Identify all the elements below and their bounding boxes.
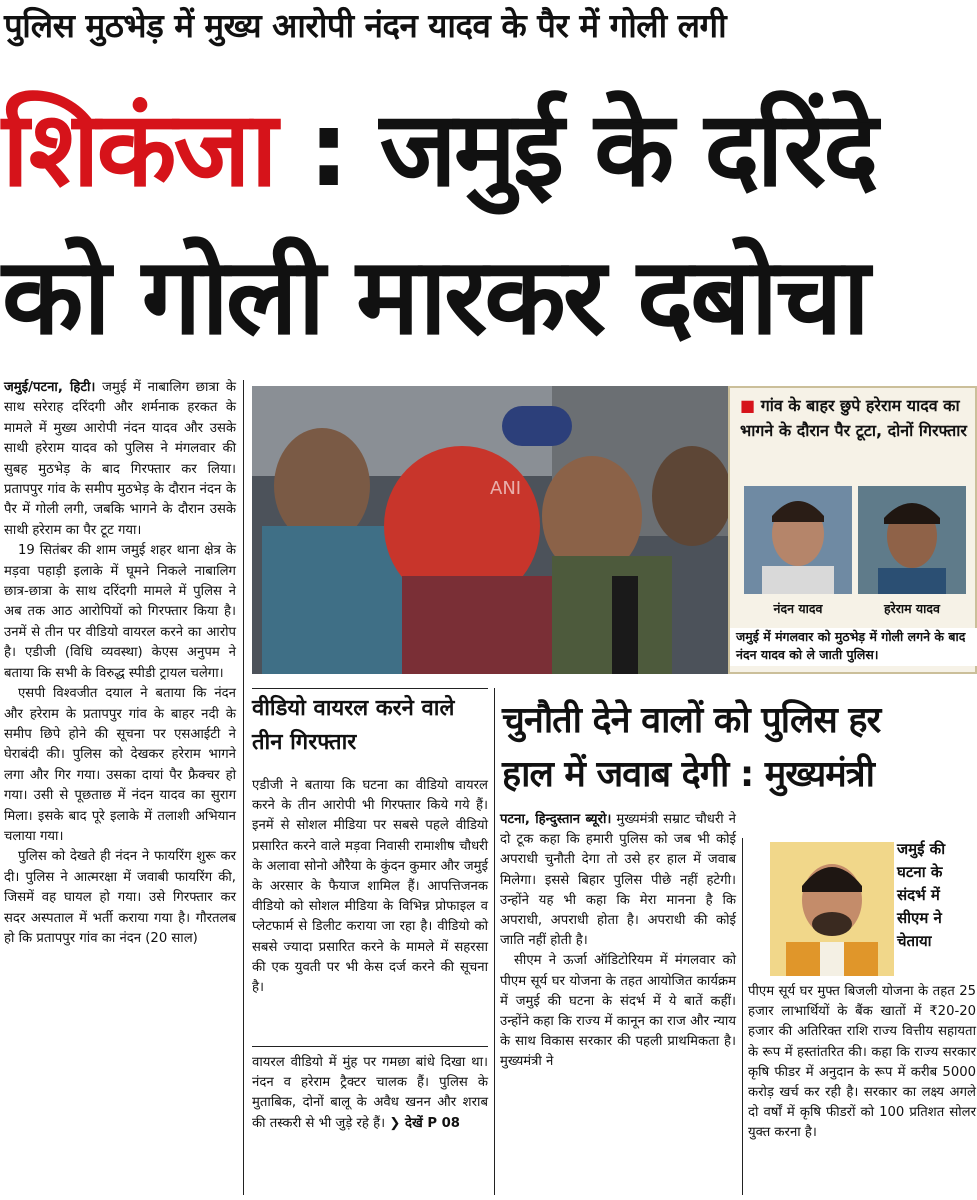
main-dateline: जमुई/पटना, हिटी। <box>4 380 96 395</box>
cm-para-2: सीएम ने ऊर्जा ऑडिटोरियम में मंगलवार को पीएम सूर्य घर योजना के तहत आयोजित कार्यक्रम में जमुई की घटना के संदर्भ में ये बातें कहीं। उन्होंने कहा कि राज्य में कानून का राज और न्याय के साथ विकास सरकार की पहली प्राथमिकता है। मुख्यमंत्री ने <box>500 953 736 1070</box>
cm-dateline: पटना, हिन्दुस्तान ब्यूरो। <box>500 812 612 827</box>
main-story-column <box>4 378 236 949</box>
sub-story-bottom-rule <box>252 1046 488 1047</box>
svg-text:ANI: ANI <box>490 478 522 499</box>
main-para-4: पुलिस को देखते ही नंदन ने फायरिंग शुरू कर दी। पुलिस ने आत्मरक्षा में जवाबी फायरिंग की, जिसमें वह घायल हो गया। उसे गिरफ्तार कर सदर अस्पताल में भर्ती कराया गया है। गौरतलब हो कि प्रतापपुर गांव का नंदन (20 साल) <box>4 849 236 946</box>
arrest-photo <box>252 386 728 674</box>
headline-line-1 <box>2 78 977 220</box>
mugshot-hareram <box>858 486 966 594</box>
sub-story-top-rule <box>252 688 488 689</box>
sidebox-title <box>740 393 972 443</box>
sub-story-continuation <box>252 1053 488 1134</box>
mugshot-hareram-caption: हरेराम यादव <box>883 601 940 616</box>
column-divider <box>243 380 244 1195</box>
cm-portrait <box>770 842 894 976</box>
photo-caption: जमुई में मंगलवार को मुठभेड़ में गोली लगने के बाद नंदन यादव को ले जाती पुलिस। <box>730 628 977 666</box>
main-para-2: 19 सितंबर की शाम जमुई शहर थाना क्षेत्र के मड़वा पहाड़ी इलाके में घूमने निकले नाबालिग छात्र-छात्रा के साथ दरिंदगी मामले में पुलिस ने अब तक आठ आरोपियों को गिरफ्तार किया है। उनमें से तीन पर वीडियो वायरल करने का आरोप है। एडीजी (विधि व्यवस्था) केएस अनुपम ने बताया कि सभी के विरुद्ध स्पीडी ट्रायल चलेगा। <box>4 543 236 681</box>
sub-story-body: एडीजी ने बताया कि घटना का वीडियो वायरल करने के तीन आरोपी भी गिरफ्तार किये गये हैं। इनमें से सोशल मीडिया पर सबसे पहले वीडियो प्रसारित करने वाले मड़वा निवासी रामाशीष चौधरी के अलावा सोनो औरैया के कुंदन कुमार और जमुई के अरसार के फैयाज शामिल हैं। आपत्तिजनक वीडियो को सोशल मीडिया के विभिन्न प्रोफाइल व प्लेटफार्म से डिलीट कराया जा रहा है। वीडियो को सबसे ज्यादा प्रसारित करने के मामले में सहरसा की एक युवती पर भी केस दर्ज करने की सूचना है। <box>252 778 488 996</box>
sidebox-title-text: गांव के बाहर छुपे हरेराम यादव का भागने के दौरान पैर टूटा, दोनों गिरफ्तार <box>740 396 967 440</box>
see-page-link[interactable]: ❯ देखें P 08 <box>389 1115 460 1131</box>
kicker-headline: पुलिस मुठभेड़ में मुख्य आरोपी नंदन यादव के पैर में गोली लगी <box>4 6 727 45</box>
mugshot-nandan <box>744 486 852 594</box>
sub-story-title: वीडियो वायरल करने वाले तीन गिरफ्तार <box>252 696 455 755</box>
square-bullet-icon: ■ <box>740 396 761 415</box>
cm-story-column <box>500 810 736 1073</box>
cm-headline <box>502 694 974 802</box>
headline-line1-rest: जमुई के दरिंदे <box>379 88 876 210</box>
column-divider-3 <box>742 838 743 1195</box>
cm-para-3: पीएम सूर्य घर मुफ्त बिजली योजना के तहत 25 हजार लाभार्थियों के बैंक खातों में ₹20-20 हजार की अतिरिक्त राशि राज्य वित्तीय सहायता के रूप में हस्तांतरित की। कहा कि राज्य सरकार कृषि फीडर में अनुदान के रूप में करीब 5000 करोड़ खर्च कर रही है। सरकार का लक्ष्य अगले दो वर्षों में कृषि फीडरों को 100 प्रतिशत सोलर युक्त करना है। <box>748 984 976 1141</box>
headline-line-2: को गोली मारकर दबोचा <box>2 235 868 358</box>
headline-colon: : <box>274 88 380 210</box>
headline-red-word: शिकंजा <box>2 88 275 210</box>
main-para-1: जमुई में नाबालिग छात्रा के साथ सरेराह दरिंदगी और शर्मनाक हरकत के मामले में मुख्य आरोपी नंदन यादव और उसके साथी हरेराम यादव को पुलिस ने मंगलवार की सुबह मुठभेड़ के बाद गिरफ्तार कर लिया। प्रतापपुर गांव के समीप मुठभेड़ के दौरान नंदन के पैर में गोली लगी, जबकि भागने के दौरान उसके साथी हरेराम का पैर टूट गया। <box>4 380 236 538</box>
cm-side-quote: जमुई की घटना के संदर्भ में सीएम ने चेताया <box>897 840 946 950</box>
main-para-3: एसपी विश्वजीत दयाल ने बताया कि नंदन और हरेराम के प्रतापपुर गांव के बाहर नदी के समीप छिपे होने की सूचना पर एसआईटी ने घेराबंदी की। पुलिस को देखकर हरेराम भागने लगा और गिर गया। उसका दायां पैर फ्रैक्चर हो गया। उसी से पूछताछ में नंदन यादव का सुराग मिला। इसके बाद पूरे इलाके में तलाशी अभियान चलाया गया। <box>4 686 236 844</box>
mugshot-nandan-caption: नंदन यादव <box>773 601 823 616</box>
cm-headline-line-1: चुनौती देने वालों को पुलिस हर <box>502 700 881 741</box>
sub-story-cont-text: वायरल वीडियो में मुंह पर गमछा बांधे दिखा था। नंदन व हरेराम ट्रैक्टर चालक हैं। पुलिस के मुताबिक, दोनों बालू के अवैध खनन और शराब की तस्करी से भी जुड़े रहे हैं। <box>252 1055 488 1131</box>
cm-para-1: मुख्यमंत्री सम्राट चौधरी ने दो टूक कहा कि हमारी पुलिस को जब भी कोई अपराधी चुनौती देगा तो उसे हर हाल में जवाब मिलेगा। इससे बिहार पुलिस पीछे नहीं हटेगी। उन्होंने यह भी कहा कि मेरा मानना है कि अपराधी, अपराधी होता है। अपराधी की कोई जाति नहीं होती है। <box>500 812 736 949</box>
cm-headline-line-2: हाल में जवाब देगी : मुख्यमंत्री <box>502 754 874 795</box>
column-divider-2 <box>494 688 495 1195</box>
